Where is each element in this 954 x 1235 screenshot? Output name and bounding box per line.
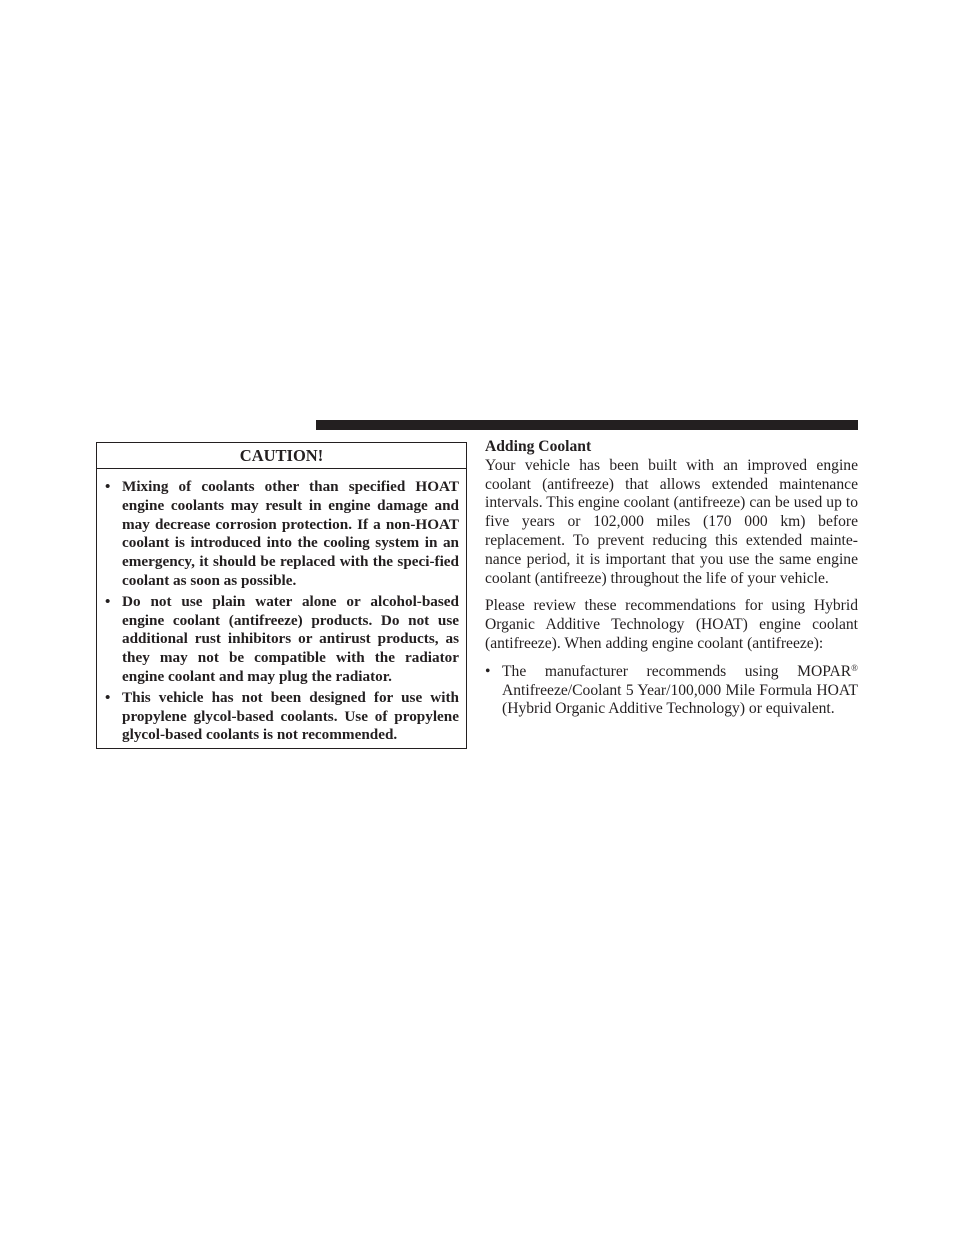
caution-item-text: This vehicle has not been designed for use with propylene glycol-based coolants. Use of propylene glycol-based coolants is not recommended. bbox=[122, 688, 459, 744]
section-heading: Adding Coolant bbox=[485, 438, 592, 455]
intro-paragraph: Your vehicle has been built with an improved engine coolant (antifreeze) that allows extended maintenance intervals. This engine coolant (antifreeze) can be used up to five years or 102,000 miles (170 000 km) before replacement. To prevent reducing this extended mainte-nance period, it is important that you use the same engine coolant (antifreeze) throughout the life of your vehicle. bbox=[485, 456, 858, 587]
caution-item-text: Mixing of coolants other than specified HOAT engine coolants may result in engine damage and may decrease corrosion protection. If a non-HOAT coolant is introduced into the cooling system in an emergency, it should be replaced with the speci-fied coolant as soon as possible. bbox=[122, 478, 459, 589]
registered-mark: ® bbox=[851, 662, 858, 673]
bullet-icon: • bbox=[105, 688, 111, 706]
caution-item bbox=[105, 478, 459, 591]
recommendation-text-start: The manufacturer recommends using MOPAR bbox=[502, 662, 852, 680]
caution-item bbox=[105, 688, 459, 745]
recommendation-item bbox=[485, 662, 858, 719]
caution-list bbox=[97, 469, 466, 745]
bullet-icon: • bbox=[485, 662, 491, 680]
recommendations-paragraph: Please review these recommendations for using Hybrid Organic Additive Technology (HOAT) engine coolant (antifreeze). When adding engine coolant (antifreeze): bbox=[485, 597, 858, 652]
caution-title: CAUTION! bbox=[97, 443, 466, 469]
recommendation-text-end: Antifreeze/Coolant 5 Year/100,000 Mile Formula HOAT (Hybrid Organic Additive Technology) or equivalent. bbox=[502, 681, 858, 718]
section-header-bar bbox=[316, 420, 858, 430]
recommendation-list bbox=[485, 663, 858, 719]
caution-item bbox=[105, 592, 459, 687]
adding-coolant-section bbox=[485, 438, 858, 719]
bullet-icon: • bbox=[105, 478, 111, 495]
bullet-icon: • bbox=[105, 592, 111, 610]
caution-box bbox=[96, 442, 467, 749]
caution-item-text: Do not use plain water alone or alcohol-based engine coolant (antifreeze) products. Do not use additional rust inhibitors or antirust products, as they may not be compatible with the radiator engine coolant and may plug the radiator. bbox=[122, 592, 459, 685]
